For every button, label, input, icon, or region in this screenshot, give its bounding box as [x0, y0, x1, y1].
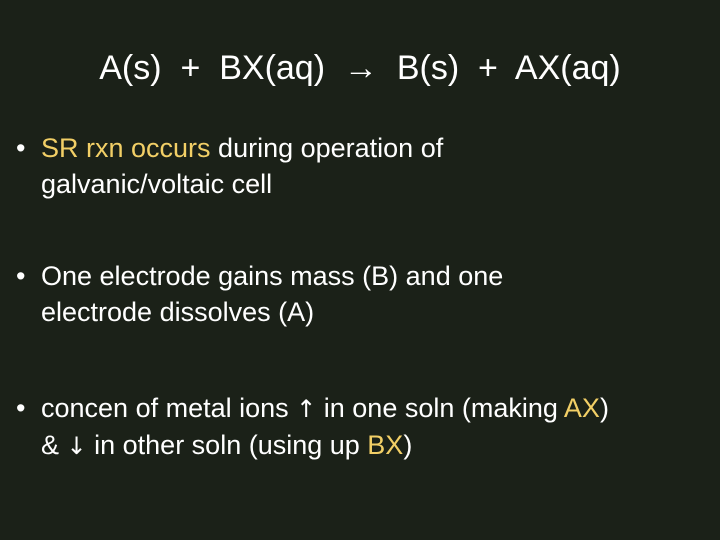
highlighted-text: BX	[367, 430, 404, 460]
bullet-line	[41, 427, 716, 464]
bullet-text: )	[599, 393, 609, 423]
bullet-text: during operation of	[210, 133, 444, 163]
bullet-marker: •	[16, 261, 26, 291]
bullet-line	[41, 130, 716, 166]
bullet-line: One electrode gains mass (B) and one	[41, 261, 504, 291]
bullet-text: in one soln (making	[316, 393, 564, 423]
highlighted-text: SR rxn occurs	[41, 133, 211, 163]
bullet-line	[41, 390, 716, 427]
bullet-text: &	[41, 430, 67, 460]
bullet-line: electrode dissolves (A)	[41, 297, 315, 327]
highlighted-text: AX	[563, 393, 600, 423]
up-arrow-icon: ↑	[296, 395, 317, 423]
bullet-text: )	[403, 430, 413, 460]
bullet-marker: •	[16, 133, 26, 163]
bullet-item-1	[16, 130, 716, 202]
bullet-item-2	[16, 258, 716, 330]
equation-title: A(s) + BX(aq) → B(s) + AX(aq)	[99, 49, 621, 87]
down-arrow-icon: ↓	[66, 432, 87, 460]
bullet-marker: •	[16, 393, 26, 423]
bullet-text: concen of metal ions	[41, 393, 297, 423]
bullet-text: in other soln (using up	[86, 430, 368, 460]
bullet-line: galvanic/voltaic cell	[41, 169, 273, 199]
bullet-item-3	[16, 390, 716, 464]
